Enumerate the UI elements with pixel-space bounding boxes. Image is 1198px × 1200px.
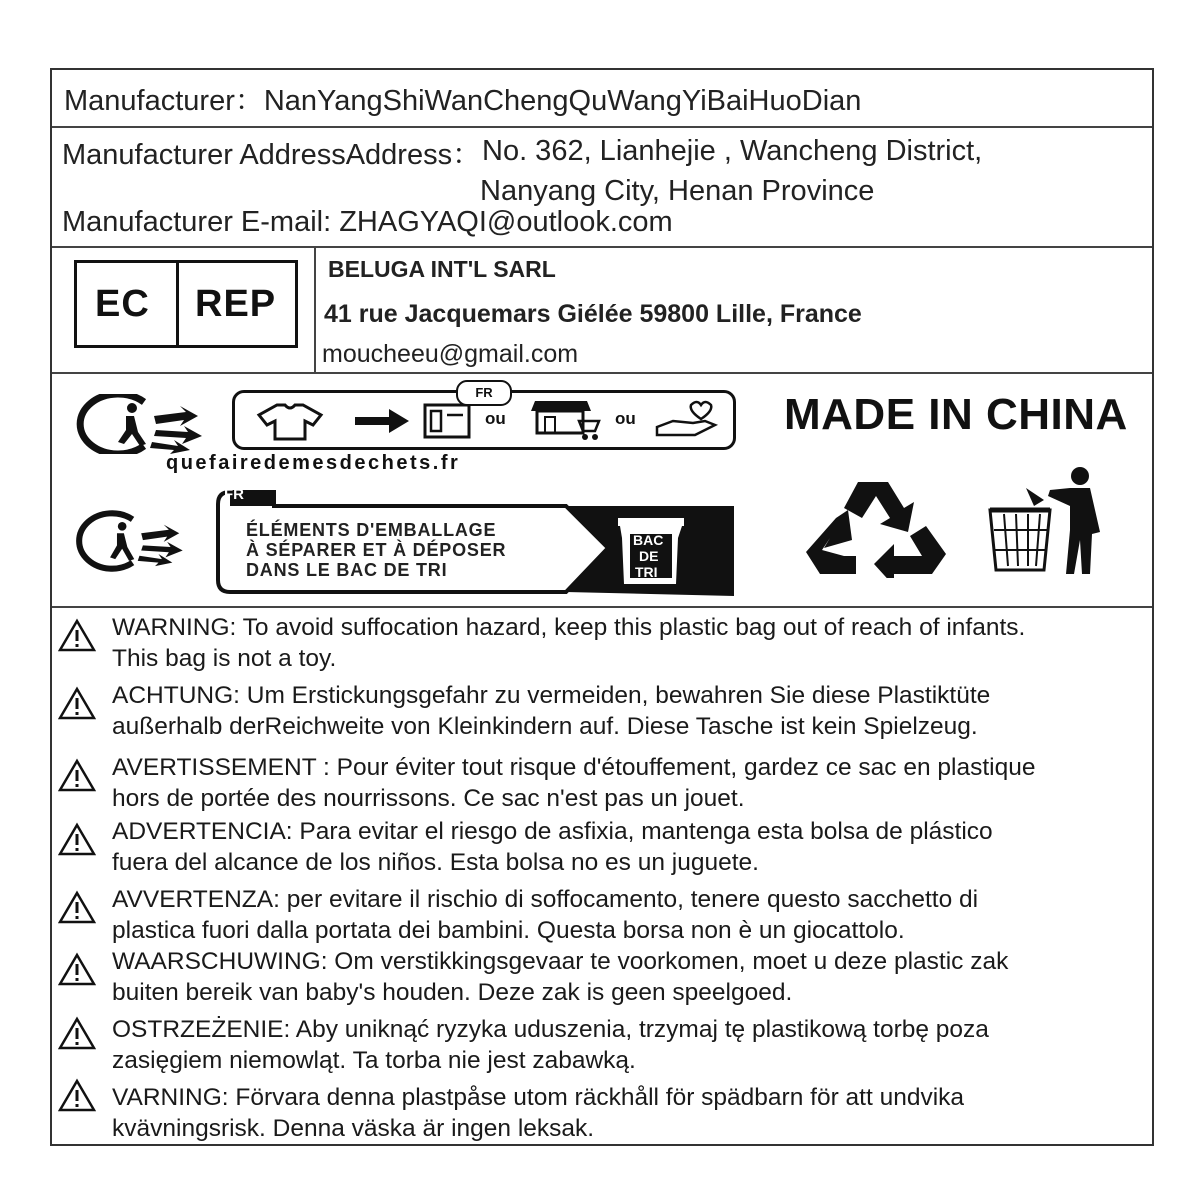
rep-company: BELUGA INT'L SARL	[328, 256, 556, 282]
bin-text-2: DE	[639, 548, 659, 564]
warning-text-fr	[112, 752, 1035, 814]
warning-triangle-icon	[58, 618, 96, 652]
manufacturer-row	[52, 70, 1152, 128]
trash-bin-person-icon	[986, 466, 1116, 578]
warning-text-de	[112, 680, 990, 742]
warning-text-en	[112, 612, 1025, 674]
warning-triangle-icon	[58, 686, 96, 720]
donate-hand-icon	[655, 399, 721, 441]
fr-badge: FR	[456, 380, 512, 406]
warning-line2-sv: kvävningsrisk. Denna väska är ingen leksak.	[112, 1115, 595, 1142]
warning-line2-es: fuera del alcance de los niños. Esta bolsa no es un juguete.	[112, 849, 759, 876]
bin-text-1: BAC	[633, 532, 664, 548]
tri-line-2: À SÉPARER ET À DÉPOSER	[246, 540, 507, 560]
recycle-icon	[796, 474, 966, 578]
triman-icon-2	[72, 508, 200, 574]
bin-text-3: TRI	[635, 564, 658, 580]
warning-line2-en: This bag is not a toy.	[112, 645, 337, 672]
warning-head-nl: WAARSCHUWING:	[112, 948, 328, 975]
manufacturer-email-line	[62, 206, 673, 239]
rep-text: REP	[195, 283, 277, 325]
warning-line2-nl: buiten bereik van baby's houden. Deze zak is geen speelgoed.	[112, 979, 793, 1006]
warning-head-de: ACHTUNG:	[112, 682, 240, 709]
ec-rep-row	[52, 248, 1152, 374]
warning-line1-pl: Aby uniknąć ryzyka uduszenia, trzymaj tę plastikową torbę poza	[290, 1016, 989, 1043]
ec-rep-divider	[176, 263, 179, 345]
manufacturer-address-row	[52, 128, 1152, 248]
warning-line1-sv: Förvara denna plastpåse utom räckhåll för spädbarn för att undvika	[228, 1084, 965, 1111]
warning-head-pl: OSTRZEŻENIE:	[112, 1016, 291, 1043]
warning-text-nl	[112, 946, 1008, 1008]
warnings-section	[52, 608, 1152, 1146]
warning-line2-pl: zasięgiem niemowląt. Ta torba nie jest zabawką.	[112, 1047, 636, 1074]
rep-address: 41 rue Jacquemars Giélée 59800 Lille, France	[324, 300, 862, 328]
ec-rep-vertical-divider	[314, 248, 316, 372]
address-label: Manufacturer AddressAddress：	[62, 139, 482, 171]
warning-head-en: WARNING:	[112, 614, 237, 641]
email-value: ZHAGYAQI@outlook.com	[339, 206, 673, 238]
address-line-2: Nanyang City, Henan Province	[480, 175, 875, 207]
warning-text-it	[112, 884, 978, 946]
address-line-1: No. 362, Lianhejie , Wancheng District,	[482, 135, 983, 167]
warning-line1-en: To avoid suffocation hazard, keep this plastic bag out of reach of infants.	[236, 614, 1026, 641]
warning-line1-nl: Om verstikkingsgevaar te voorkomen, moet u deze plastic zak	[327, 948, 1009, 975]
warning-line2-de: außerhalb derReichweite von Kleinkindern auf. Diese Tasche ist kein Spielzeug.	[112, 713, 978, 740]
warning-triangle-icon	[58, 1016, 96, 1050]
warning-line1-it: per evitare il rischio di soffocamento, tenere questo sacchetto di	[279, 886, 979, 913]
warning-line1-fr: Pour éviter tout risque d'étouffement, gardez ce sac en plastique	[329, 754, 1036, 781]
recycling-row	[52, 374, 1152, 608]
warning-head-es: ADVERTENCIA:	[112, 818, 293, 845]
email-label: Manufacturer E-mail:	[62, 206, 332, 238]
product-label	[50, 68, 1154, 1146]
tri-line-3: DANS LE BAC DE TRI	[246, 560, 448, 580]
triman-icon	[74, 394, 222, 454]
manufacturer-name: NanYangShiWanChengQuWangYiBaiHuoDian	[263, 85, 862, 117]
ou-text-1: ou	[485, 409, 506, 428]
tri-fr-badge: FR	[224, 486, 244, 503]
tshirt-icon	[255, 401, 325, 441]
warning-triangle-icon	[58, 1078, 96, 1112]
warning-line1-es: Para evitar el riesgo de asfixia, mantenga esta bolsa de plástico	[292, 818, 993, 845]
recycling-url: quefairedemesdechets.fr	[166, 452, 461, 474]
warning-triangle-icon	[58, 822, 96, 856]
warning-text-sv	[112, 1082, 964, 1144]
made-in-china: MADE IN CHINA	[784, 390, 1128, 439]
shop-icon	[529, 397, 607, 443]
arrow-right-icon	[353, 407, 413, 435]
manufacturer-line	[64, 78, 861, 119]
ec-rep-symbol	[74, 260, 298, 348]
warning-triangle-icon	[58, 890, 96, 924]
warning-text-es	[112, 816, 993, 878]
ou-text-2: ou	[615, 409, 636, 428]
warning-head-it: AVVERTENZA:	[112, 886, 280, 913]
warning-triangle-icon	[58, 952, 96, 986]
warning-text-pl	[112, 1014, 989, 1076]
warning-head-fr: AVERTISSEMENT :	[112, 754, 330, 781]
ec-text: EC	[95, 283, 150, 325]
warning-head-sv: VARNING:	[112, 1084, 229, 1111]
rep-email: moucheeu@gmail.com	[322, 340, 579, 368]
warning-line1-de: Um Erstickungsgefahr zu vermeiden, bewahren Sie diese Plastiktüte	[239, 682, 991, 709]
tri-line-1: ÉLÉMENTS D'EMBALLAGE	[246, 520, 497, 540]
warning-line2-it: plastica fuori dalla portata dei bambini. Questa borsa non è un giocattolo.	[112, 917, 905, 944]
warning-triangle-icon	[58, 758, 96, 792]
manufacturer-label: Manufacturer：	[64, 85, 264, 117]
warning-line2-fr: hors de portée des nourrissons. Ce sac n'est pas un jouet.	[112, 785, 745, 812]
